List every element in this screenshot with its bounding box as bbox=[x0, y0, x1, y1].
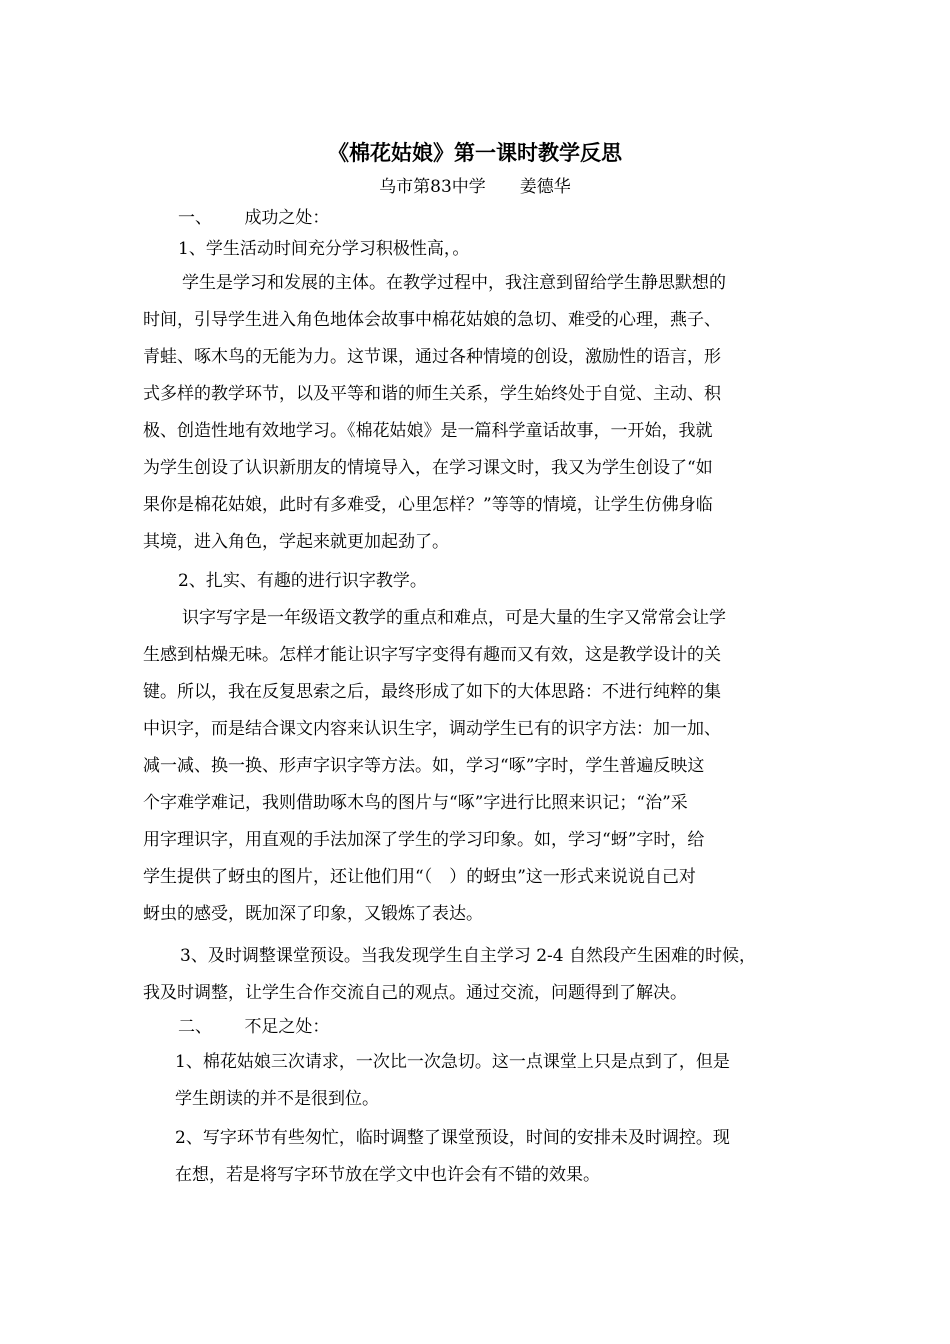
paragraph-line: 键。所以，我在反复思索之后，最终形成了如下的大体思路：不进行纯粹的集 bbox=[143, 682, 721, 702]
paragraph-2 bbox=[143, 600, 808, 933]
paragraph-line: 果你是棉花姑娘，此时有多难受，心里怎样？”等等的情境，让学生仿佛身临 bbox=[143, 495, 713, 515]
paragraph-line: 中识字，而是结合课文内容来认识生字，调动学生已有的识字方法：加一加、 bbox=[143, 719, 721, 739]
point-3 bbox=[143, 938, 808, 1012]
document-title: 《棉花姑娘》第一课时教学反思 bbox=[328, 140, 622, 165]
paragraph-line: 蚜虫的感受，既加深了印象，又锻炼了表达。 bbox=[143, 904, 483, 924]
paragraph-line: 我及时调整，让学生合作交流自己的观点。通过交流，问题得到了解决。 bbox=[143, 983, 687, 1003]
paragraph-line: 青蛙、啄木鸟的无能为力。这节课，通过各种情境的创设，激励性的语言，形 bbox=[143, 347, 721, 367]
section-title: 成功之处： bbox=[244, 208, 330, 228]
shortcoming-2 bbox=[175, 1120, 840, 1194]
paragraph-line: 式多样的教学环节，以及平等和谐的师生关系，学生始终处于自觉、主动、积 bbox=[143, 384, 721, 404]
paragraph-line: 学生朗读的并不是很到位。 bbox=[175, 1089, 379, 1109]
paragraph-line: 为学生创设了认识新朋友的情境导入，在学习课文时，我又为学生创设了“如 bbox=[143, 458, 713, 478]
shortcoming-1 bbox=[175, 1044, 840, 1118]
paragraph-line: 1、棉花姑娘三次请求，一次比一次急切。这一点课堂上只是点到了，但是 bbox=[175, 1052, 730, 1072]
paragraph-line: 其境，进入角色，学起来就更加起劲了。 bbox=[143, 532, 449, 552]
point-heading-2: 2、扎实、有趣的进行识字教学。 bbox=[178, 571, 427, 591]
paragraph-line: 用字理识字，用直观的手法加深了学生的学习印象。如，学习“蚜”字时，给 bbox=[143, 830, 705, 850]
section-heading-successes bbox=[178, 205, 329, 231]
section-number: 一、 bbox=[178, 208, 212, 228]
paragraph-line: 个字难学难记，我则借助啄木鸟的图片与“啄”字进行比照来识记；“治”采 bbox=[143, 793, 688, 813]
paragraph-line: 学生是学习和发展的主体。在教学过程中，我注意到留给学生静思默想的 bbox=[182, 273, 726, 293]
point-heading-1: 1、学生活动时间充分学习积极性高，。 bbox=[178, 239, 470, 259]
paragraph-line: 极、创造性地有效地学习。《棉花姑娘》是一篇科学童话故事，一开始，我就 bbox=[143, 421, 713, 441]
section-number: 二、 bbox=[178, 1017, 212, 1037]
paragraph-line: 在想，若是将写字环节放在学文中也许会有不错的效果。 bbox=[175, 1165, 600, 1185]
paragraph-line: 减一减、换一换、形声字识字等方法。如，学习“啄”字时，学生普遍反映这 bbox=[143, 756, 705, 776]
section-title: 不足之处： bbox=[244, 1017, 330, 1037]
paragraph-line: 2、写字环节有些匆忙，临时调整了课堂预设，时间的安排未及时调控。现 bbox=[175, 1128, 730, 1148]
paragraph-line: 学生提供了蚜虫的图片，还让他们用“（ ）的蚜虫”这一形式来说说自己对 bbox=[143, 867, 696, 887]
paragraph-line: 3、及时调整课堂预设。当我发现学生自主学习 2-4 自然段产生困难的时候， bbox=[180, 946, 756, 966]
paragraph-line: 识字写字是一年级语文教学的重点和难点，可是大量的生字又常常会让学 bbox=[182, 608, 726, 628]
paragraph-1 bbox=[143, 265, 808, 561]
author-line: 乌市第83中学 姜德华 bbox=[379, 177, 571, 197]
paragraph-line: 时间，引导学生进入角色地体会故事中棉花姑娘的急切、难受的心理，燕子、 bbox=[143, 310, 721, 330]
paragraph-line: 生感到枯燥无味。怎样才能让识字写字变得有趣而又有效，这是教学设计的关 bbox=[143, 645, 721, 665]
section-heading-shortcomings bbox=[178, 1014, 329, 1040]
